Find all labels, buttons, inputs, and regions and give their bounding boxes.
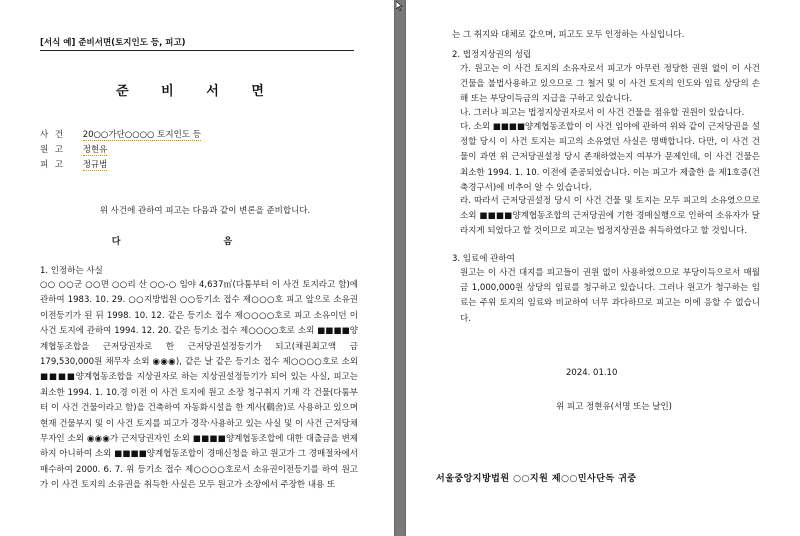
section-3-heading: 3. 임료에 관하여 [452,254,515,264]
form-label: [서식 예] 준비서면(토지인도 등, 피고) [40,38,186,48]
section-1-heading: 1. 인정하는 사실 [40,266,103,276]
document-page-left [0,0,394,536]
party-case [40,128,201,140]
court-addressee: 서울중앙지방법원 ○○지원 제○○민사단독 귀중 [436,474,637,484]
label-divider [40,50,354,51]
section-marker: 다 음 [111,237,283,247]
item-ra: 라. 따라서 근저당권설정 당시 이 사건 건물 및 토지는 모두 피고의 소유였으므로 소외 ■■■■양계협동조합의 근저당권에 기한 경매실행으로 인하여 소유자가 달라지게 되었다고 할 것이므로 피고는 법정지상권을 취득하였다고 할 것입니다. [460,196,760,237]
document-title: 준 비 서 면 [116,84,278,99]
party-defendant [40,158,107,170]
intro-text: 위 사건에 관하여 피고는 다음과 같이 변론을 준비합니다. [99,206,311,216]
section-3-body: 원고는 이 사건 대지를 피고들이 권원 없이 사용하였으므로 부당이득으로서 매월 금 1,000,000원 상당의 임료를 청구하고 있습니다. 그러나 원고가 청구하는 임료는 주위 토지의 임료와 비교하여 너무 과다하므로 피고는 이에 응할 수 없습니다. [460,268,760,324]
party-value: 20○○가단○○○○ 토지인도 등 [82,130,201,140]
party-key: 원 고 [40,145,66,155]
document-page-right [406,0,800,536]
party-value: 정현유 [82,145,108,155]
document-date: 2024. 01.10 [566,368,618,378]
section-2-heading: 2. 법정지상권의 성립 [452,50,532,60]
party-key: 사 건 [40,130,66,140]
signature-line: 위 피고 정현유(서명 또는 날인) [556,402,672,412]
party-key: 피 고 [40,160,66,170]
item-da: 다. 소외 ■■■■양계협동조합이 이 사건 임야에 관하여 위와 같이 근저당권을 설정할 당시 이 사건 토지는 피고의 소유였던 사실은 명백합니다. 다만, 이 사건 건물이 과연 위 근저당권설정 당시 존재하였는지 여부가 문제인데, 이 사건 건물은 최소한 1994. 1. 10. 이전에 준공되었습니다. 이는 피고가 제출한 을 제1호증(건축경구서)에 비추어 알 수 있습니다. [460,122,760,193]
item-ga: 가. 원고는 이 사건 토지의 소유자로서 피고가 아무런 정당한 권원 없이 이 사건 건물을 불법사용하고 있으므로 그 철거 및 이 사건 토지의 인도와 임료 상당의 손해 또는 부당이득금의 지급을 구하고 있습니다. [460,64,760,105]
mouse-cursor-icon [396,1,404,11]
party-value: 정규범 [82,160,108,170]
continuation-line: 는 그 취지와 대체로 같으며, 피고도 모두 인정하는 사실입니다. [452,30,685,40]
party-plaintiff [40,143,107,155]
section-1-body: ○○ ○○군 ○○면 ○○리 산 ○○-○ 임야 4,637㎡(다툼부터 이 사건 토지라고 함)에 관하여 1983. 10. 29. ○○지방법원 ○○등기소 접수 제○○○호 피고 앞으로 소유권이전등기가 된 뒤 1998. 10. 12. 같은 등기소 접수 제○○○○호로 피고 소유이던 이 사건 토지에 관하여 1994. 12. 20. 같은 등기소 접수 제○○○○호로 소외 ■■■■양계협동조합을 근저당권자로 한 근저당권설정등기가 되고(채권최고액 금 179,530,000원 채무자 소외 ◉◉◉), 같은 날 같은 등기소 접수 제○○○○호로 소외 ■■■■양계협동조합을 지상권자로 하는 지상권설정등기가 되어 있는 사실, 피고는 최소한 1994. 1. 10.경 이전 이 사건 토지에 원고 소장 청구취지 기재 각 건물(다툼부터 이 사건 건물이라고 함)을 건축하여 자동화시설을 한 계사(鷄舍)로 사용하고 있으며 현재 건물부지 및 이 사건 토지를 피고가 경작·사용하고 있는 사실 및 이 사건 근저당채무자인 소외 ◉◉◉가 근저당권자인 소외 ■■■■양계협동조합에 대한 대출금을 변제하지 아니하여 소외 ■■■■양계협동조합이 경매신청을 하고 원고가 그 경매절차에서 매수하여 2000. 6. 7. 위 등기소 접수 제○○○○호로서 소유권이전등기를 하여 원고가 이 사건 토지의 소유권을 취득한 사실은 모두 원고가 소장에서 주장한 내용 또 [40,280,358,491]
item-na: 나. 그러나 피고는 법정지상권자로서 이 사건 건물을 점유할 권원이 있습니다. [460,108,745,118]
